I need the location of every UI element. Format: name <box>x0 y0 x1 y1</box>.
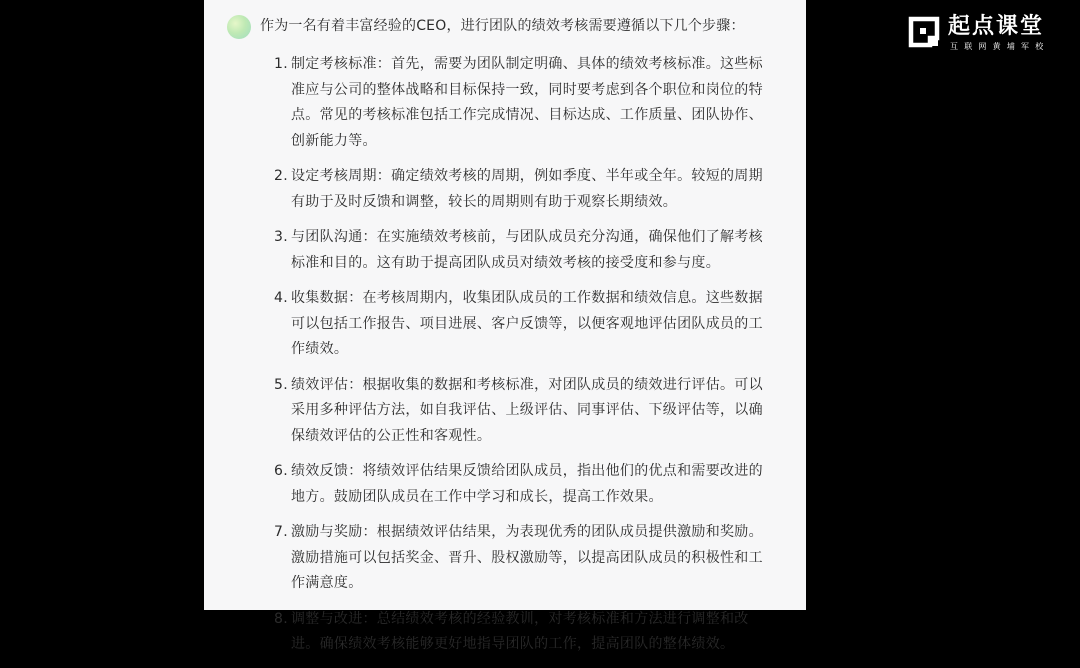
list-item-text: 制定考核标准：首先，需要为团队制定明确、具体的绩效考核标准。这些标准应与公司的整体战略和目标保持一致，同时要考虑到各个职位和岗位的特点。常见的考核标准包括工作完成情况、目标达成、工作质量、团队协作、创新能力等。 <box>291 56 763 149</box>
list-item <box>274 520 770 597</box>
list-item-number: 2. <box>274 168 288 184</box>
assistant-avatar-icon <box>227 15 251 39</box>
list-item-number: 5. <box>274 376 288 393</box>
brand-title: 起点课堂 <box>948 14 1045 39</box>
list-item <box>274 607 770 658</box>
list-item-text: 激励与奖励：根据绩效评估结果，为表现优秀的团队成员提供激励和奖励。激励措施可以包括奖金、晋升、股权激励等，以提高团队成员的积极性和工作满意度。 <box>291 524 763 591</box>
brand-watermark <box>906 14 1066 52</box>
list-item <box>274 225 770 276</box>
list-item-number: 6. <box>274 463 288 479</box>
list-item-number: 3. <box>274 229 288 245</box>
response-intro: 作为一名有着丰富经验的CEO，进行团队的绩效考核需要遵循以下几个步骤： <box>260 18 745 34</box>
steps-list <box>274 52 770 668</box>
list-item-number: 8. <box>274 610 288 627</box>
chat-response-panel <box>204 0 806 652</box>
list-item-number: 7. <box>274 524 288 540</box>
list-item <box>274 52 770 154</box>
list-item-number: 4. <box>274 290 288 306</box>
list-item-text: 调整与改进：总结绩效考核的经验教训，对考核标准和方法进行调整和改进。确保绩效考核能够更好地指导团队的工作，提高团队的整体绩效。 <box>291 610 749 652</box>
list-item-number: 1. <box>274 56 288 72</box>
brand-subtitle: 互联网黄埔军校 <box>950 42 1050 51</box>
list-item-text: 绩效评估：根据收集的数据和考核标准，对团队成员的绩效进行评估。可以采用多种评估方法，如自我评估、上级评估、同事评估、下级评估等，以确保绩效评估的公正性和客观性。 <box>291 376 763 444</box>
list-item-text: 绩效反馈：将绩效评估结果反馈给团队成员，指出他们的优点和需要改进的地方。鼓励团队成员在工作中学习和成长，提高工作效果。 <box>291 463 763 505</box>
list-item-text: 收集数据：在考核周期内，收集团队成员的工作数据和绩效信息。这些数据可以包括工作报告、项目进展、客户反馈等，以便客观地评估团队成员的工作绩效。 <box>291 290 763 357</box>
qidian-logo-mark-icon <box>908 16 940 48</box>
list-item <box>274 286 770 363</box>
list-item-text: 设定考核周期：确定绩效考核的周期，例如季度、半年或全年。较短的周期有助于及时反馈和调整，较长的周期则有助于观察长期绩效。 <box>291 168 763 210</box>
list-item <box>274 459 770 510</box>
list-item-text: 与团队沟通：在实施绩效考核前，与团队成员充分沟通，确保他们了解考核标准和目的。这有助于提高团队成员对绩效考核的接受度和参与度。 <box>291 229 763 271</box>
list-item <box>274 373 770 450</box>
list-item <box>274 164 770 215</box>
